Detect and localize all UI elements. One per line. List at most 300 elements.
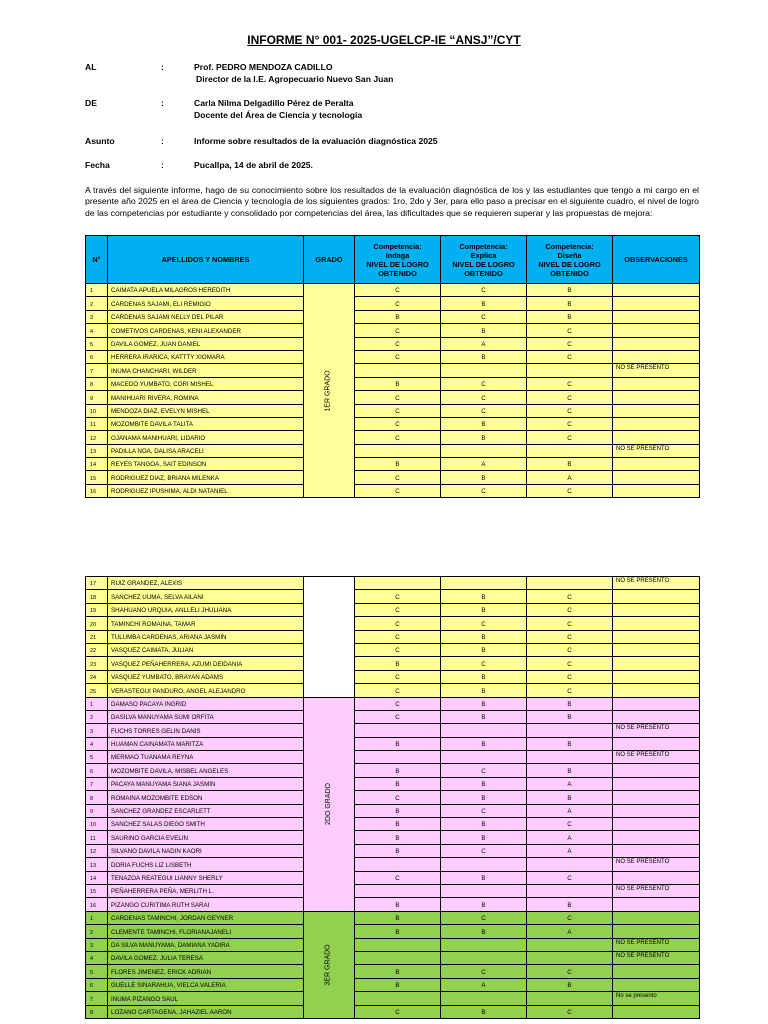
row-number: 5 bbox=[86, 337, 108, 350]
level-indaga: C bbox=[355, 590, 441, 603]
level-explica: B bbox=[441, 831, 527, 844]
table-row bbox=[86, 1005, 700, 1018]
observation bbox=[613, 871, 700, 884]
level-disena: C bbox=[527, 871, 613, 884]
row-number: 23 bbox=[86, 657, 108, 670]
student-name: ROMAINA MOZOMBITE EDSON bbox=[108, 791, 304, 804]
observation bbox=[613, 657, 700, 670]
memo-to-name: Prof. PEDRO MENDOZA CADILLO bbox=[194, 62, 333, 72]
level-indaga: C bbox=[355, 630, 441, 643]
grade-cell bbox=[304, 577, 355, 698]
row-number: 8 bbox=[86, 377, 108, 390]
observation bbox=[613, 391, 700, 404]
table-row bbox=[86, 670, 700, 683]
table-row bbox=[86, 831, 700, 844]
observation: No se presento bbox=[613, 992, 700, 1005]
student-name: CARDENAS TAMINCHI, JORDAN GEYNER bbox=[108, 911, 304, 924]
level-indaga: B bbox=[355, 377, 441, 390]
level-indaga: C bbox=[355, 684, 441, 697]
level-explica: A bbox=[441, 978, 527, 991]
observation bbox=[613, 471, 700, 484]
row-number: 7 bbox=[86, 364, 108, 377]
level-explica bbox=[441, 577, 527, 590]
row-number: 16 bbox=[86, 898, 108, 911]
level-explica: B bbox=[441, 590, 527, 603]
table-row bbox=[86, 603, 700, 616]
level-indaga bbox=[355, 858, 441, 871]
observation bbox=[613, 818, 700, 831]
header-name: APELLIDOS Y NOMBRES bbox=[108, 236, 304, 284]
level-indaga: C bbox=[355, 431, 441, 444]
row-number: 15 bbox=[86, 471, 108, 484]
student-name: SANCHEZ UUMA, SELVA AILANI bbox=[108, 590, 304, 603]
level-explica: B bbox=[441, 471, 527, 484]
student-name: INUMA CHANCHARI, WILDER bbox=[108, 364, 304, 377]
table-row bbox=[86, 965, 700, 978]
level-disena: A bbox=[527, 804, 613, 817]
row-number: 11 bbox=[86, 417, 108, 430]
observation bbox=[613, 911, 700, 924]
student-name: FUCHS TORRES GELIN DANIS bbox=[108, 724, 304, 737]
grade-label: 1ER GRADO bbox=[324, 370, 332, 412]
level-indaga: B bbox=[355, 831, 441, 844]
header-c3-line1: Competencia: bbox=[545, 241, 594, 251]
level-explica: A bbox=[441, 337, 527, 350]
level-explica: C bbox=[441, 764, 527, 777]
observation bbox=[613, 670, 700, 683]
level-disena: B bbox=[527, 737, 613, 750]
level-indaga: C bbox=[355, 617, 441, 630]
row-number: 3 bbox=[86, 938, 108, 951]
level-indaga bbox=[355, 884, 441, 897]
header-observations: OBSERVACIONES bbox=[613, 236, 700, 284]
student-name: MENDOZA DIAZ, EVELYN MISHEL bbox=[108, 404, 304, 417]
student-name: VASQUEZ YUMBATO, BRAYAN ADAMS bbox=[108, 670, 304, 683]
observation bbox=[613, 925, 700, 938]
results-table-page1 bbox=[85, 235, 700, 498]
level-disena: B bbox=[527, 978, 613, 991]
level-explica: B bbox=[441, 350, 527, 363]
memo-from-name: Carla Nilma Delgadillo Pérez de Peralta bbox=[194, 98, 354, 108]
table-row bbox=[86, 643, 700, 656]
level-explica: A bbox=[441, 458, 527, 471]
row-number: 1 bbox=[86, 911, 108, 924]
student-name: MACEDO YUMBATO, CORI MISHEL bbox=[108, 377, 304, 390]
memo-subject-colon: : bbox=[161, 136, 164, 146]
student-name: MANIHUARI RIVERA, ROMINA bbox=[108, 391, 304, 404]
row-number: 3 bbox=[86, 724, 108, 737]
student-name: LOZANO CARTAGENA, JAHAZIEL AARON bbox=[108, 1005, 304, 1018]
level-explica bbox=[441, 444, 527, 457]
level-indaga: C bbox=[355, 643, 441, 656]
student-name: CARDENAS SAJAMI NELLY DEL PILAR bbox=[108, 310, 304, 323]
observation bbox=[613, 791, 700, 804]
table-row bbox=[86, 884, 700, 897]
level-indaga: C bbox=[355, 471, 441, 484]
row-number: 4 bbox=[86, 951, 108, 964]
level-indaga: C bbox=[355, 484, 441, 497]
level-disena: B bbox=[527, 764, 613, 777]
header-c3-line4: OBTENIDO bbox=[550, 268, 589, 278]
header-competence-indaga bbox=[355, 236, 441, 284]
student-name: PIZANGO CURITIMA RUTH SARAI bbox=[108, 898, 304, 911]
level-indaga: B bbox=[355, 764, 441, 777]
memo-date-key: Fecha bbox=[85, 160, 110, 170]
level-indaga: B bbox=[355, 911, 441, 924]
observation bbox=[613, 965, 700, 978]
level-disena: C bbox=[527, 590, 613, 603]
level-indaga: C bbox=[355, 324, 441, 337]
observation: NO SE PRESENTO bbox=[613, 751, 700, 764]
observation bbox=[613, 737, 700, 750]
student-name: COMETIVOS CARDENAS, KENI ALEXANDER bbox=[108, 324, 304, 337]
student-name: PADILLA NOA, DALISA ARACELI bbox=[108, 444, 304, 457]
level-explica bbox=[441, 364, 527, 377]
student-name: SANCHEZ GRANDEZ ESCARLETT bbox=[108, 804, 304, 817]
level-indaga: C bbox=[355, 337, 441, 350]
grade-cell bbox=[304, 911, 355, 1018]
level-disena: B bbox=[527, 710, 613, 723]
row-number: 9 bbox=[86, 804, 108, 817]
observation bbox=[613, 831, 700, 844]
observation bbox=[613, 297, 700, 310]
student-name: INUMA PIZANGO SAUL bbox=[108, 992, 304, 1005]
row-number: 6 bbox=[86, 350, 108, 363]
level-disena: C bbox=[527, 337, 613, 350]
header-c1-line2: Indaga bbox=[385, 250, 410, 260]
observation: NO SE PRESENTO bbox=[613, 951, 700, 964]
level-explica: B bbox=[441, 710, 527, 723]
observation bbox=[613, 417, 700, 430]
level-indaga: C bbox=[355, 350, 441, 363]
memo-from-role: Docente del Área de Ciencia y tecnología bbox=[194, 110, 363, 120]
level-disena bbox=[527, 364, 613, 377]
table-row bbox=[86, 751, 700, 764]
level-indaga bbox=[355, 444, 441, 457]
table-row bbox=[86, 471, 700, 484]
table-row bbox=[86, 377, 700, 390]
observation bbox=[613, 764, 700, 777]
level-disena: B bbox=[527, 297, 613, 310]
header-grade: GRADO bbox=[304, 236, 355, 284]
observation bbox=[613, 590, 700, 603]
table-row bbox=[86, 364, 700, 377]
student-name: DAVILA GOMEZ, JULIA TERESA bbox=[108, 951, 304, 964]
level-indaga bbox=[355, 751, 441, 764]
table-row bbox=[86, 590, 700, 603]
student-name: SILVANO DAVILA NADIN KAORI bbox=[108, 844, 304, 857]
level-explica: B bbox=[441, 603, 527, 616]
table-row bbox=[86, 951, 700, 964]
observation bbox=[613, 643, 700, 656]
level-explica: C bbox=[441, 284, 527, 297]
level-explica: B bbox=[441, 297, 527, 310]
level-disena: C bbox=[527, 643, 613, 656]
row-number: 2 bbox=[86, 710, 108, 723]
memo-date-colon: : bbox=[161, 160, 164, 170]
table-row bbox=[86, 577, 700, 590]
student-name: HUAMAN CAINAMATA MARITZA bbox=[108, 737, 304, 750]
student-name: VASQUEZ CAIMATA, JULIAN bbox=[108, 643, 304, 656]
row-number: 2 bbox=[86, 925, 108, 938]
table-row bbox=[86, 297, 700, 310]
table-row bbox=[86, 791, 700, 804]
level-explica: C bbox=[441, 804, 527, 817]
level-disena: C bbox=[527, 670, 613, 683]
table-row bbox=[86, 938, 700, 951]
table-row bbox=[86, 925, 700, 938]
level-indaga: B bbox=[355, 804, 441, 817]
student-name: PACAYA MANUYAMA SIANA JASMIN bbox=[108, 777, 304, 790]
row-number: 12 bbox=[86, 844, 108, 857]
table-row bbox=[86, 710, 700, 723]
table-row bbox=[86, 617, 700, 630]
level-disena: A bbox=[527, 925, 613, 938]
row-number: 13 bbox=[86, 444, 108, 457]
level-indaga: C bbox=[355, 391, 441, 404]
level-explica: C bbox=[441, 404, 527, 417]
level-indaga: B bbox=[355, 777, 441, 790]
header-c2-line1: Competencia: bbox=[459, 241, 508, 251]
table-row bbox=[86, 337, 700, 350]
row-number: 10 bbox=[86, 404, 108, 417]
observation bbox=[613, 350, 700, 363]
table-row bbox=[86, 391, 700, 404]
table-row bbox=[86, 804, 700, 817]
header-c3-line3: NIVEL DE LOGRO bbox=[538, 259, 601, 269]
table-row bbox=[86, 284, 700, 297]
level-disena bbox=[527, 751, 613, 764]
level-explica: B bbox=[441, 697, 527, 710]
level-disena: C bbox=[527, 965, 613, 978]
student-name: VERASTEGUI PANDURO, ANGEL ALEJANDRO bbox=[108, 684, 304, 697]
grade-label: 3ER GRADO bbox=[324, 944, 332, 986]
table-row bbox=[86, 431, 700, 444]
level-explica: C bbox=[441, 310, 527, 323]
level-disena: C bbox=[527, 1005, 613, 1018]
table-header-row bbox=[86, 236, 700, 284]
student-name: REYES TANGOA, SAIT EDINSON bbox=[108, 458, 304, 471]
level-disena: C bbox=[527, 684, 613, 697]
level-indaga: B bbox=[355, 898, 441, 911]
header-c1-line3: NIVEL DE LOGRO bbox=[366, 259, 429, 269]
observation: NO SE PRESENTO bbox=[613, 884, 700, 897]
student-name: PEÑAHERRERA PEÑA, MERLITH L. bbox=[108, 884, 304, 897]
level-disena bbox=[527, 577, 613, 590]
table-row bbox=[86, 844, 700, 857]
table-row bbox=[86, 737, 700, 750]
level-explica: C bbox=[441, 911, 527, 924]
level-disena bbox=[527, 444, 613, 457]
table-row bbox=[86, 657, 700, 670]
table-row bbox=[86, 417, 700, 430]
level-explica: B bbox=[441, 818, 527, 831]
level-explica: C bbox=[441, 484, 527, 497]
level-disena: C bbox=[527, 818, 613, 831]
level-disena: A bbox=[527, 777, 613, 790]
level-indaga: C bbox=[355, 697, 441, 710]
student-name: MOZOMBITE DAVILA, MISBEL ANGELES bbox=[108, 764, 304, 777]
level-explica: B bbox=[441, 684, 527, 697]
level-indaga: C bbox=[355, 297, 441, 310]
level-indaga: B bbox=[355, 965, 441, 978]
table-row bbox=[86, 458, 700, 471]
memo-to-colon: : bbox=[161, 62, 164, 72]
level-indaga: B bbox=[355, 818, 441, 831]
student-name: DA SILVA MANUYAMA, DAMIANA YADIRA bbox=[108, 938, 304, 951]
memo-from-key: DE bbox=[85, 98, 97, 108]
memo-subject-key: Asunto bbox=[85, 136, 115, 146]
table-row bbox=[86, 684, 700, 697]
level-explica bbox=[441, 751, 527, 764]
level-disena: C bbox=[527, 484, 613, 497]
level-explica bbox=[441, 884, 527, 897]
level-disena bbox=[527, 884, 613, 897]
level-explica: B bbox=[441, 871, 527, 884]
level-indaga bbox=[355, 992, 441, 1005]
row-number: 25 bbox=[86, 684, 108, 697]
level-indaga bbox=[355, 951, 441, 964]
student-name: SHAHUANO URQUIA, ANLLELI JHULIANA bbox=[108, 603, 304, 616]
observation bbox=[613, 431, 700, 444]
header-c2-line2: Explica bbox=[470, 250, 497, 260]
observation bbox=[613, 404, 700, 417]
row-number: 2 bbox=[86, 297, 108, 310]
row-number: 7 bbox=[86, 777, 108, 790]
level-indaga: C bbox=[355, 284, 441, 297]
observation bbox=[613, 844, 700, 857]
level-explica bbox=[441, 951, 527, 964]
level-explica: C bbox=[441, 657, 527, 670]
level-disena: C bbox=[527, 417, 613, 430]
level-explica: B bbox=[441, 737, 527, 750]
level-disena: C bbox=[527, 391, 613, 404]
level-indaga bbox=[355, 938, 441, 951]
memo-to-key: AL bbox=[85, 62, 97, 72]
level-explica: C bbox=[441, 391, 527, 404]
observation bbox=[613, 337, 700, 350]
level-explica: C bbox=[441, 617, 527, 630]
table-row bbox=[86, 724, 700, 737]
level-disena: C bbox=[527, 657, 613, 670]
observation bbox=[613, 284, 700, 297]
level-disena: C bbox=[527, 324, 613, 337]
level-indaga: C bbox=[355, 871, 441, 884]
level-disena: B bbox=[527, 284, 613, 297]
level-explica: B bbox=[441, 925, 527, 938]
header-c3-line2: Diseña bbox=[557, 250, 582, 260]
level-disena: B bbox=[527, 791, 613, 804]
level-disena: B bbox=[527, 697, 613, 710]
level-disena bbox=[527, 724, 613, 737]
level-indaga: C bbox=[355, 603, 441, 616]
row-number: 21 bbox=[86, 630, 108, 643]
row-number: 9 bbox=[86, 391, 108, 404]
observation: NO SE PRESENTO bbox=[613, 858, 700, 871]
row-number: 16 bbox=[86, 484, 108, 497]
observation: NO SE PRESENTO bbox=[613, 577, 700, 590]
table-row bbox=[86, 992, 700, 1005]
level-disena: C bbox=[527, 377, 613, 390]
row-number: 14 bbox=[86, 871, 108, 884]
level-explica: C bbox=[441, 844, 527, 857]
table-row bbox=[86, 484, 700, 497]
header-c2-line3: NIVEL DE LOGRO bbox=[452, 259, 515, 269]
student-name: TENAZOA REATEGUI LIANNY SHERLY bbox=[108, 871, 304, 884]
table-row bbox=[86, 911, 700, 924]
row-number: 1 bbox=[86, 284, 108, 297]
observation bbox=[613, 777, 700, 790]
student-name: CARDENAS SAJAMI, ELI REMIGIO bbox=[108, 297, 304, 310]
observation bbox=[613, 324, 700, 337]
memo-subject-value: Informe sobre resultados de la evaluación diagnóstica 2025 bbox=[194, 136, 438, 146]
level-disena: C bbox=[527, 630, 613, 643]
level-disena: C bbox=[527, 603, 613, 616]
row-number: 19 bbox=[86, 603, 108, 616]
memo-to-role: Director de la I.E. Agropecuario Nuevo San Juan bbox=[196, 74, 394, 84]
table-row bbox=[86, 404, 700, 417]
row-number: 4 bbox=[86, 737, 108, 750]
level-indaga: B bbox=[355, 458, 441, 471]
observation bbox=[613, 804, 700, 817]
student-name: TAMINCHI ROMAINA, TAMAR bbox=[108, 617, 304, 630]
header-competence-disena bbox=[527, 236, 613, 284]
level-disena: B bbox=[527, 310, 613, 323]
header-c1-line1: Competencia: bbox=[373, 241, 422, 251]
student-name: FLORES JIMENEZ, ERICK ADRIAN bbox=[108, 965, 304, 978]
level-indaga: B bbox=[355, 657, 441, 670]
level-disena bbox=[527, 951, 613, 964]
grade-label: 2DO GRADO bbox=[324, 783, 332, 826]
student-name: DORIA FUCHS LIZ LISBETH bbox=[108, 858, 304, 871]
header-c2-line4: OBTENIDO bbox=[464, 268, 503, 278]
row-number: 1 bbox=[86, 697, 108, 710]
table-row bbox=[86, 444, 700, 457]
level-disena: C bbox=[527, 431, 613, 444]
observation bbox=[613, 898, 700, 911]
row-number: 5 bbox=[86, 751, 108, 764]
student-name: VASQUEZ PEÑAHERRERA, AZUMI DEIDANIA bbox=[108, 657, 304, 670]
level-explica bbox=[441, 724, 527, 737]
grade-cell bbox=[304, 284, 355, 498]
row-number: 15 bbox=[86, 884, 108, 897]
student-name: DASILVA MANUYAMA SUMI ORFITA bbox=[108, 710, 304, 723]
level-explica: B bbox=[441, 417, 527, 430]
table-row bbox=[86, 310, 700, 323]
observation bbox=[613, 978, 700, 991]
student-name: MOZOMBITE DAVILA TALITA bbox=[108, 417, 304, 430]
report-title: INFORME N° 001- 2025-UGELCP-IE “ANSJ”/CYT bbox=[247, 33, 521, 47]
level-explica: B bbox=[441, 630, 527, 643]
level-indaga bbox=[355, 724, 441, 737]
level-disena bbox=[527, 992, 613, 1005]
row-number: 14 bbox=[86, 458, 108, 471]
student-name: TULUMBA CARDENAS, ARIANA JASMIN bbox=[108, 630, 304, 643]
table-row bbox=[86, 764, 700, 777]
header-competence-explica bbox=[441, 236, 527, 284]
row-number: 8 bbox=[86, 1005, 108, 1018]
row-number: 12 bbox=[86, 431, 108, 444]
level-indaga bbox=[355, 577, 441, 590]
level-disena: C bbox=[527, 404, 613, 417]
header-c1-line4: OBTENIDO bbox=[378, 268, 417, 278]
student-name: RUIZ GRANDEZ, ALEXIS bbox=[108, 577, 304, 590]
level-indaga: C bbox=[355, 404, 441, 417]
level-disena: C bbox=[527, 617, 613, 630]
grade-cell bbox=[304, 697, 355, 911]
observation: NO SE PRESENTO bbox=[613, 444, 700, 457]
row-number: 17 bbox=[86, 577, 108, 590]
